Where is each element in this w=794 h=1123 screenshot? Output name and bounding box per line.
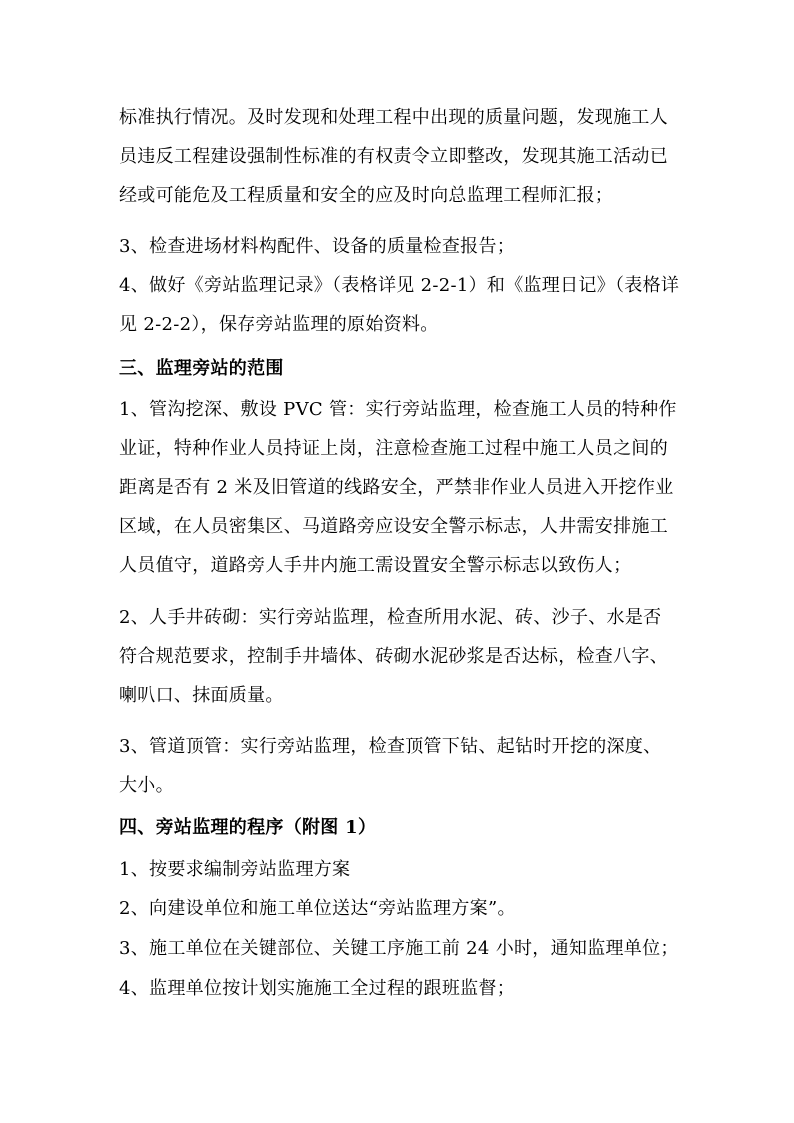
text-line: 2、向建设单位和施工单位送达“旁站监理方案”。 [119,898,516,919]
section-heading-procedure [119,808,679,847]
section-heading-scope [119,349,679,388]
paragraph-scope-item-2-masonry [119,598,679,715]
paragraph-procedure-item-1 [119,850,679,889]
text-line: 3、检查进场材料构配件、设备的质量检查报告； [119,236,516,257]
text-line: 1、按要求编制旁站监理方案 [119,859,351,880]
text-line: 3、施工单位在关键部位、关键工序施工前 24 小时，通知监理单位； [119,938,679,959]
paragraph-item-4-records [119,266,679,344]
paragraph-procedure-item-2 [119,889,679,928]
text-line: 大小。 [119,775,174,796]
paragraph-item-3-inspection-report [119,227,679,266]
text-line: 符合规范要求，控制手井墙体、砖砌水泥砂浆是否达标，检查八字、 [119,646,668,667]
text-line: 经或可能危及工程质量和安全的应及时向总监理工程师汇报； [119,185,614,206]
heading-text: 四、旁站监理的程序（附图 1） [119,817,377,838]
text-line: 4、做好《旁站监理记录》（表格详见 2-2-1）和《监理日记》（表格详 [119,275,680,296]
paragraph-quality-issues [119,98,679,215]
paragraph-procedure-item-4 [119,969,679,1008]
text-line: 业证，特种作业人员持证上岗，注意检查施工过程中施工人员之间的 [119,438,668,459]
text-line: 区域，在人员密集区、马道路旁应设安全警示标志，人井需安排施工 [119,516,668,537]
text-line: 标准执行情况。及时发现和处理工程中出现的质量问题，发现施工人 [119,107,668,128]
text-line: 喇叭口、抹面质量。 [119,685,284,706]
text-line: 4、监理单位按计划实施施工全过程的跟班监督； [119,978,516,999]
paragraph-scope-item-1-trenching [119,390,679,585]
paragraph-scope-item-3-pipe-jacking [119,727,679,805]
text-line: 人员值守，道路旁人手井内施工需设置安全警示标志以致伤人； [119,555,632,576]
text-line: 2、人手井砖砌：实行旁站监理，检查所用水泥、砖、沙子、水是否 [119,607,662,628]
text-line: 距离是否有 2 米及旧管道的线路安全，严禁非作业人员进入开挖作业 [119,477,674,498]
text-line: 1、管沟挖深、敷设 PVC 管：实行旁站监理，检查施工人员的特种作 [119,399,677,420]
paragraph-procedure-item-3 [119,929,679,968]
text-line: 3、管道顶管：实行旁站监理，检查顶管下钻、起钻时开挖的深度、 [119,736,662,757]
heading-text: 三、监理旁站的范围 [119,358,284,379]
text-line: 员违反工程建设强制性标准的有权责令立即整改，发现其施工活动已 [119,146,668,167]
text-line: 见 2-2-2），保存旁站监理的原始资料。 [119,314,439,335]
